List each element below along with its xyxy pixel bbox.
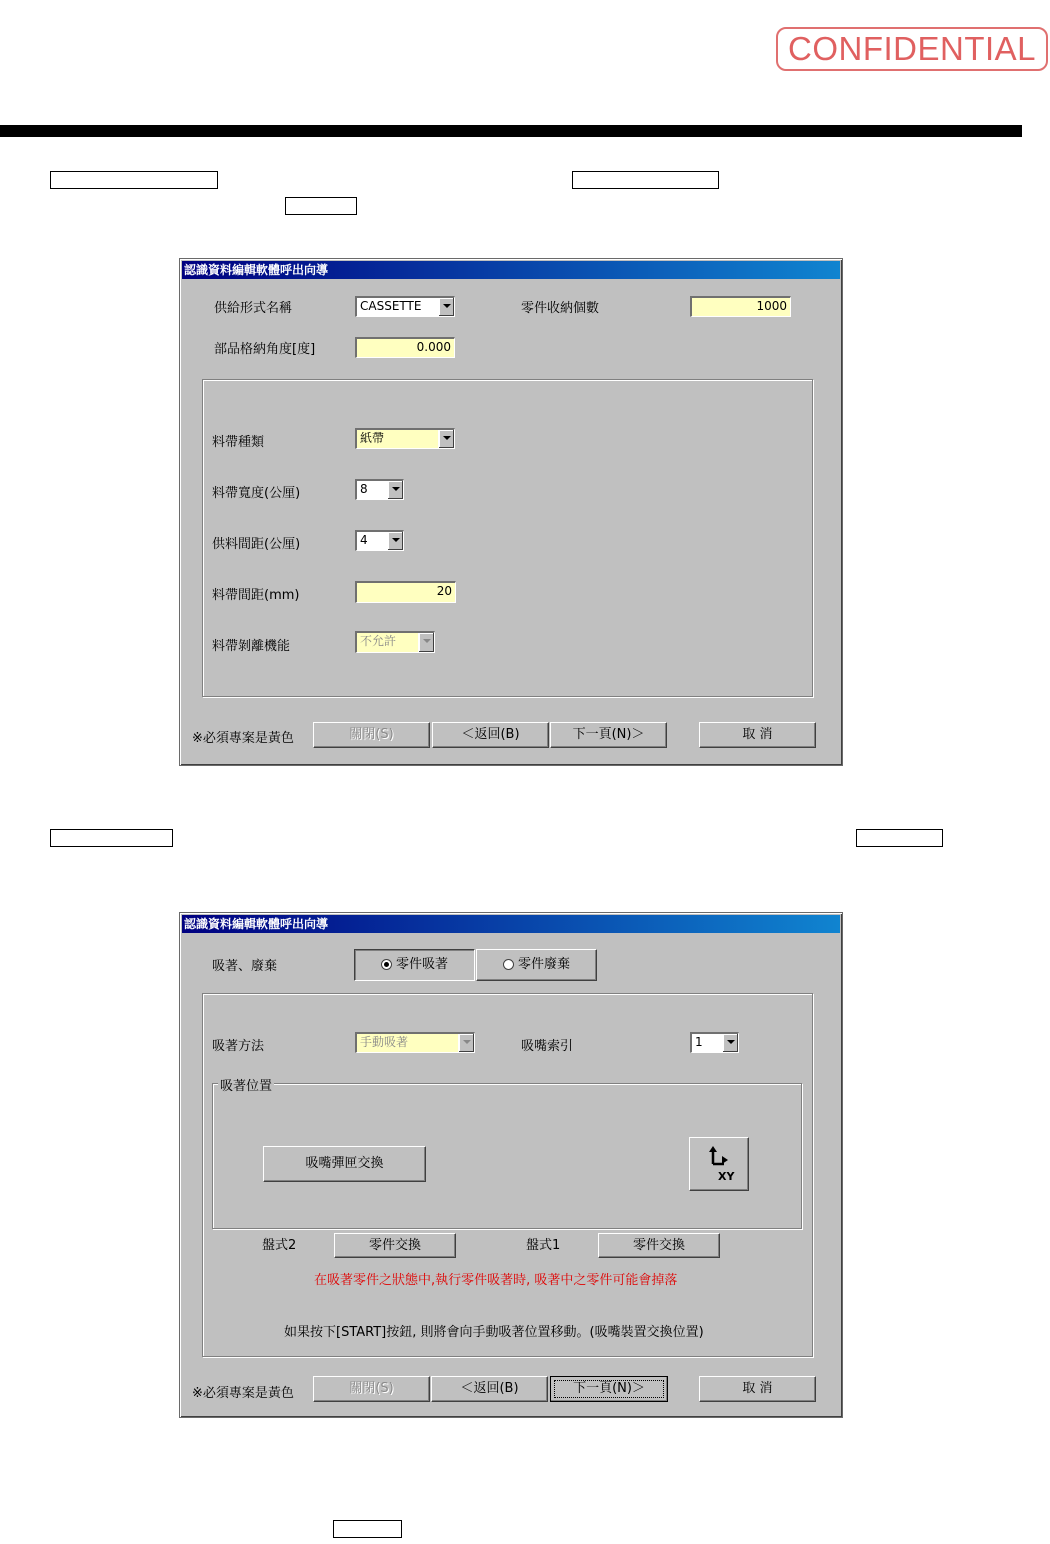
pick-position-label: 吸著位置	[218, 1075, 274, 1094]
tray2-label: 盤式2	[262, 1238, 297, 1253]
supply-form-label: 供給形式名稱	[214, 301, 293, 316]
part-count-label: 零件收納個數	[521, 301, 600, 316]
discard-radio-button[interactable]	[476, 949, 597, 981]
tape-pitch-label: 料帶間距(mm)	[212, 588, 300, 603]
pick-discard-label: 吸著、廢棄	[212, 959, 278, 974]
cancel-button[interactable]: 取 消	[699, 1376, 816, 1402]
pick-method-label: 吸著方法	[212, 1039, 265, 1054]
part-count-input[interactable]: 1000	[690, 296, 791, 317]
chevron-down-icon[interactable]	[387, 532, 403, 550]
back-button[interactable]: ＜返回(B)	[431, 1376, 548, 1402]
start-note: 如果按下[START]按鈕, 則將會向手動吸著位置移動。(吸嘴裝置交換位置)	[284, 1325, 704, 1340]
tape-width-value: 8	[360, 482, 368, 496]
nozzle-magazine-button[interactable]: 吸嘴彈匣交換	[263, 1146, 426, 1182]
next-button[interactable]: 下一頁(N)＞	[550, 1376, 668, 1402]
peel-value: 不允許	[360, 634, 397, 648]
tray1-part-exchange-button[interactable]: 零件交換	[598, 1233, 720, 1258]
tape-pitch-input[interactable]: 20	[355, 581, 456, 603]
discard-radio-label: 零件廢棄	[517, 957, 570, 972]
tape-width-label: 料帶寬度(公厘)	[212, 486, 301, 501]
feed-pitch-label: 供料間距(公厘)	[212, 537, 301, 552]
chevron-down-icon[interactable]	[438, 430, 454, 448]
chevron-down-icon[interactable]	[438, 298, 454, 316]
tape-type-value: 紙帶	[360, 431, 385, 445]
tape-type-select[interactable]	[355, 428, 455, 449]
reference-box	[333, 1520, 402, 1538]
feed-pitch-select[interactable]	[355, 530, 404, 551]
back-button[interactable]: ＜返回(B)	[432, 722, 549, 748]
confidential-stamp: CONFIDENTIAL	[776, 27, 1048, 71]
tape-width-select[interactable]	[355, 479, 404, 500]
supply-form-value: CASSETTE	[360, 299, 422, 313]
angle-input[interactable]: 0.000	[355, 337, 455, 358]
pick-radio-button[interactable]	[354, 949, 475, 981]
peel-select[interactable]	[355, 631, 435, 653]
tape-type-label: 料帶種類	[212, 435, 265, 450]
next-button[interactable]: 下一頁(N)＞	[550, 722, 667, 748]
header-rule	[0, 125, 1022, 137]
close-button[interactable]: 關閉(S)	[313, 722, 430, 748]
pick-method-value: 手動吸著	[360, 1035, 409, 1049]
radio-selected-icon	[381, 959, 392, 970]
nozzle-index-select[interactable]	[690, 1032, 739, 1053]
tray1-label: 盤式1	[526, 1238, 561, 1253]
angle-label: 部品格納角度[度]	[214, 342, 316, 357]
chevron-down-icon[interactable]	[458, 1034, 474, 1052]
pick-radio-label: 零件吸著	[395, 957, 448, 972]
chevron-down-icon[interactable]	[387, 481, 403, 499]
reference-box	[50, 829, 173, 847]
drop-warning: 在吸著零件之狀態中,執行零件吸著時, 吸著中之零件可能會掉落	[314, 1273, 678, 1288]
supply-form-select[interactable]	[355, 296, 455, 317]
reference-box	[856, 829, 943, 847]
dialog-title: 認識資料編輯軟體呼出向導	[182, 915, 840, 933]
required-note: ※必須專案是黃色	[192, 1386, 294, 1401]
wizard-dialog-tape-settings	[179, 258, 843, 766]
chevron-down-icon[interactable]	[418, 633, 434, 652]
xy-axes-icon	[708, 1144, 730, 1166]
nozzle-index-label: 吸嘴索引	[521, 1039, 574, 1054]
wizard-dialog-pick-settings	[179, 912, 843, 1418]
tray2-part-exchange-button[interactable]: 零件交換	[334, 1233, 456, 1258]
dialog-title: 認識資料編輯軟體呼出向導	[182, 261, 840, 279]
xy-move-button[interactable]	[689, 1137, 749, 1191]
reference-box	[285, 197, 357, 215]
pick-method-select[interactable]	[355, 1032, 475, 1053]
required-note: ※必須專案是黃色	[192, 731, 294, 746]
close-button[interactable]: 關閉(S)	[313, 1376, 430, 1402]
peel-label: 料帶剝離機能	[212, 639, 291, 654]
xy-label: XY	[718, 1170, 735, 1183]
reference-box	[50, 171, 218, 189]
cancel-button[interactable]: 取 消	[699, 722, 816, 748]
feed-pitch-value: 4	[360, 533, 368, 547]
chevron-down-icon[interactable]	[722, 1034, 738, 1052]
reference-box	[572, 171, 719, 189]
nozzle-index-value: 1	[695, 1035, 703, 1049]
radio-unselected-icon	[503, 959, 514, 970]
